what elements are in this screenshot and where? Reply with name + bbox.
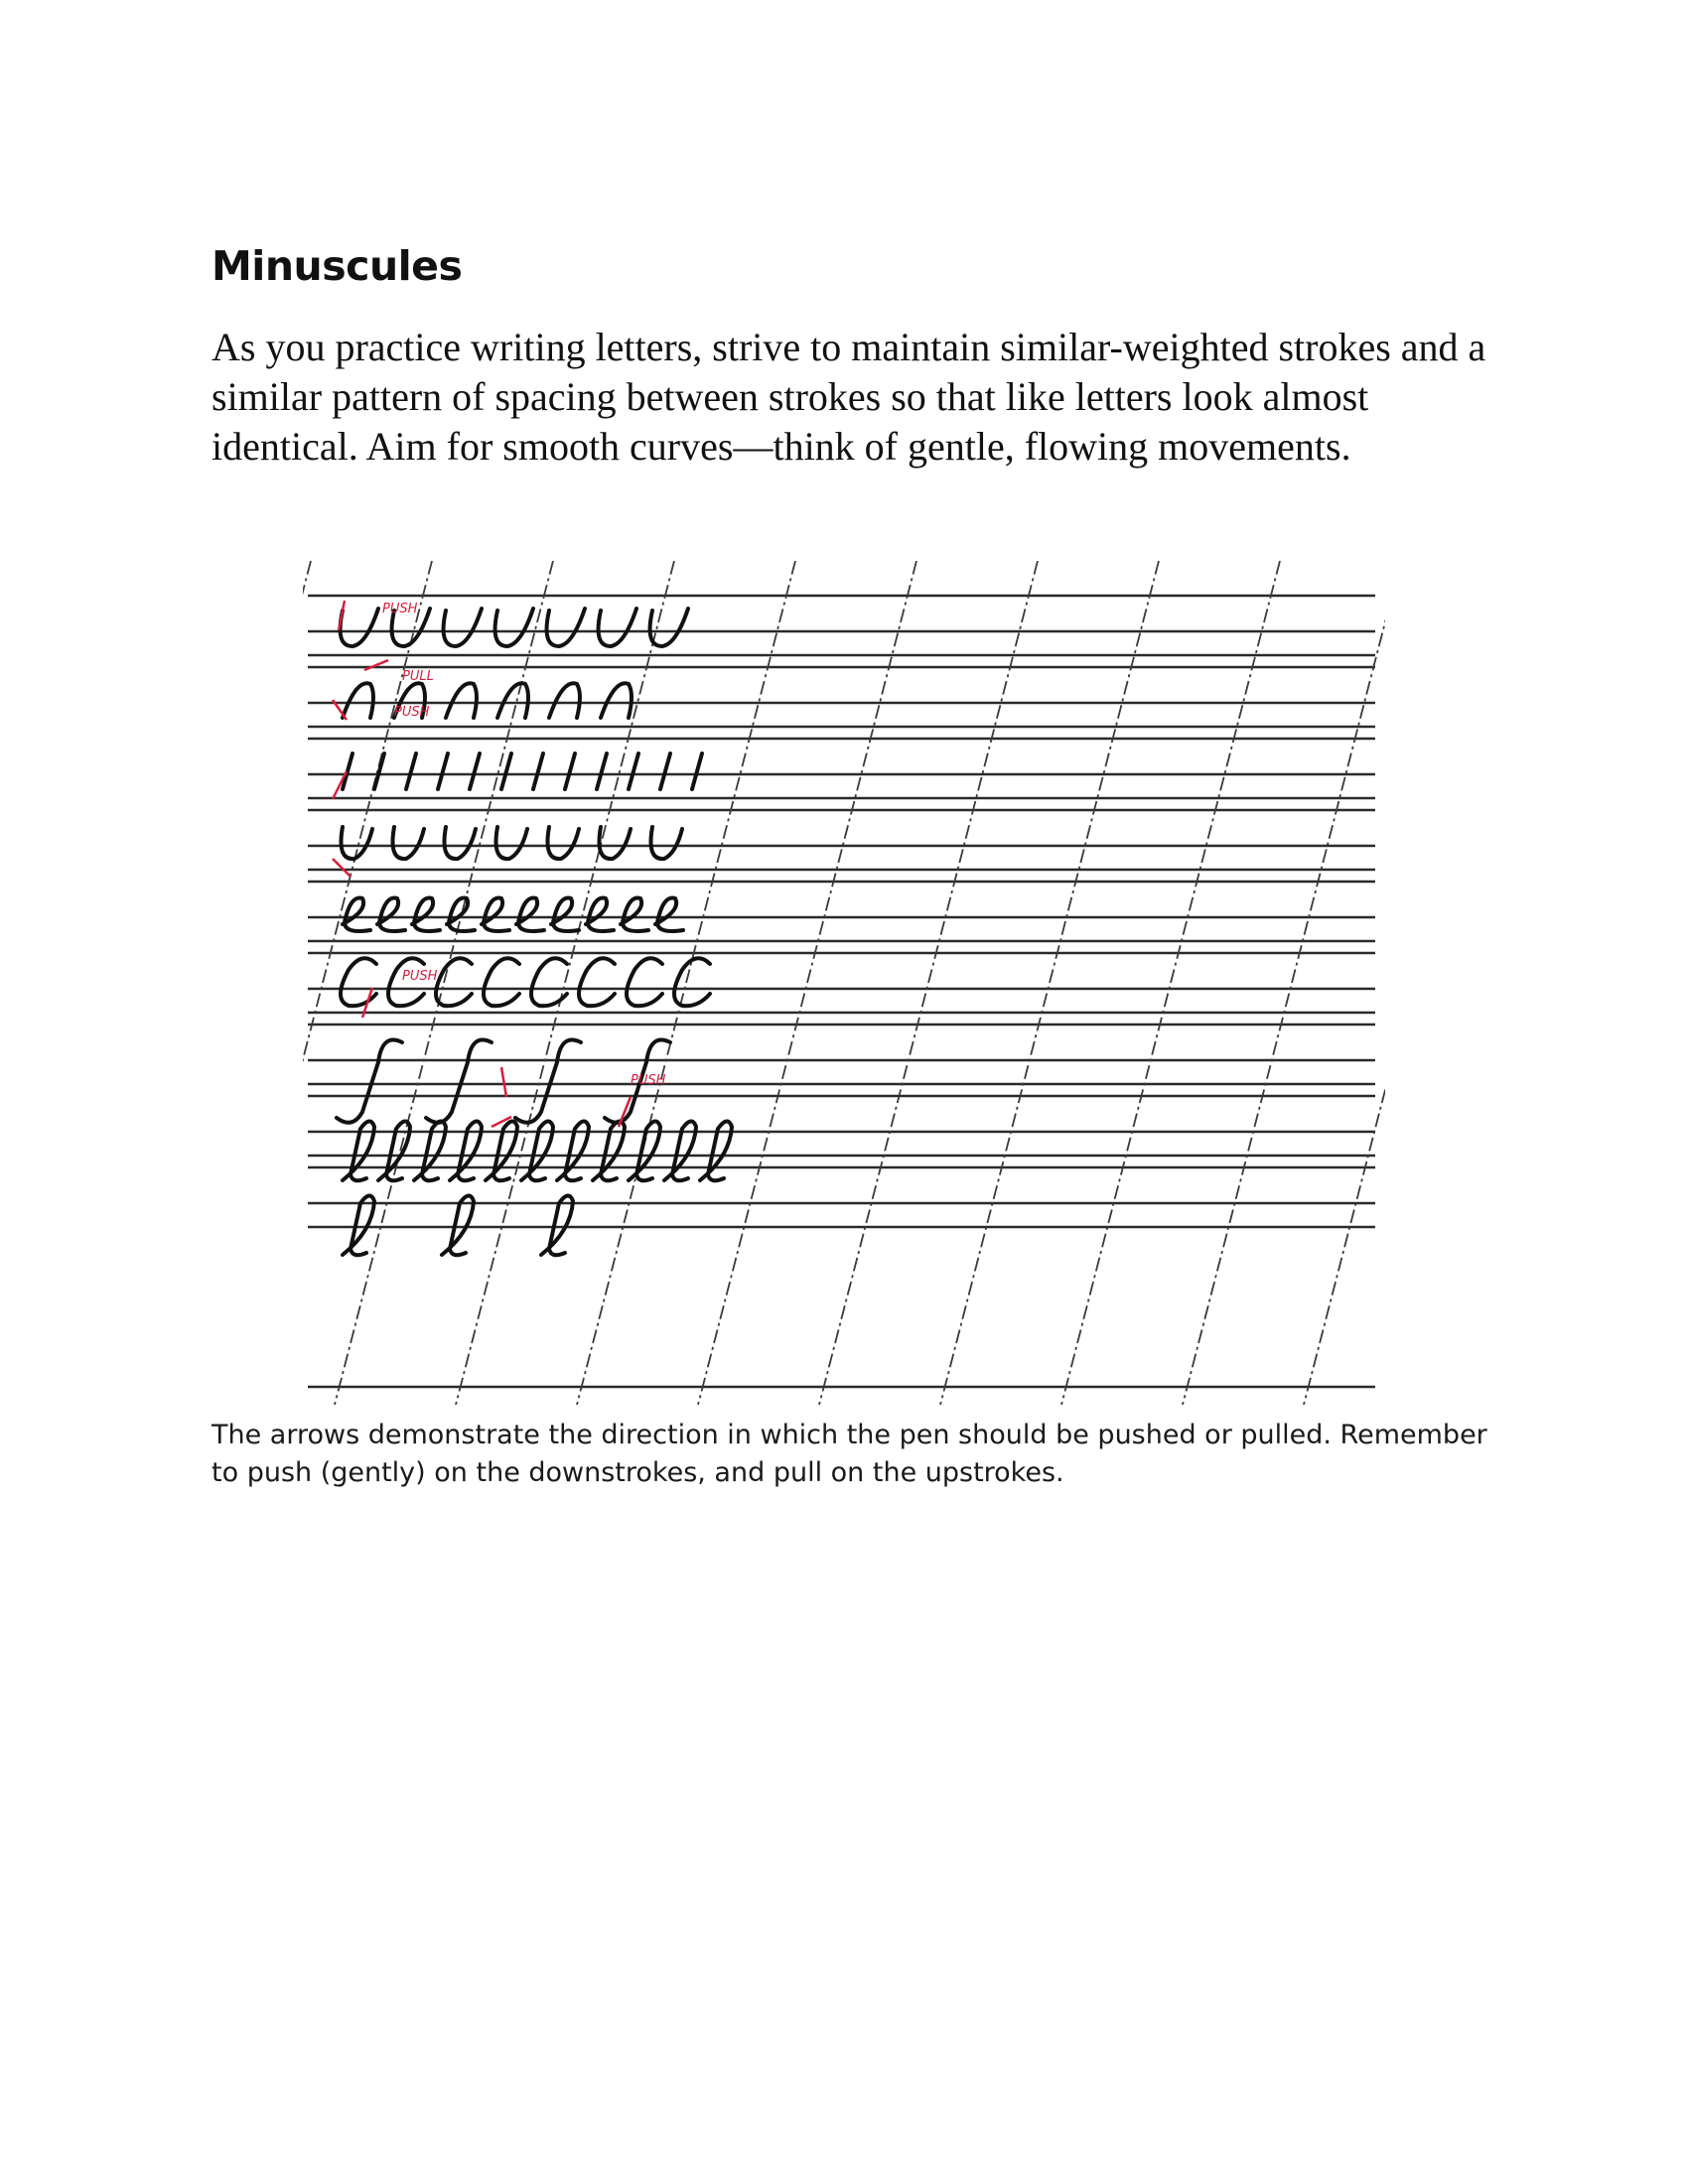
ink-stroke bbox=[521, 1121, 553, 1180]
annotation-push-2: PUSH bbox=[394, 705, 430, 720]
ink-stroke bbox=[486, 1121, 517, 1180]
red-arrow bbox=[364, 660, 388, 670]
ink-stroke bbox=[651, 827, 683, 859]
ink-stroke bbox=[450, 1121, 482, 1180]
ink-stroke bbox=[374, 753, 384, 789]
ink-stroke bbox=[650, 609, 688, 646]
guidelines bbox=[308, 596, 1375, 1387]
ink-stroke bbox=[341, 609, 378, 646]
figure-caption: The arrows demonstrate the direction in which the pen should be pushed or pulled. Remember to push (gently) on the downstrokes, and pull on the upstrokes. bbox=[211, 1420, 1487, 1488]
ink-stroke bbox=[533, 753, 543, 789]
ink-stroke bbox=[343, 1121, 374, 1180]
ink-stroke bbox=[692, 753, 702, 789]
ink-stroke bbox=[586, 898, 614, 932]
ink-stroke bbox=[445, 827, 477, 859]
ink-stroke bbox=[495, 609, 533, 646]
red-arrow bbox=[501, 1067, 506, 1097]
section-heading: Minuscules bbox=[211, 242, 463, 290]
ink-stroke bbox=[548, 827, 580, 859]
ink-stroke bbox=[343, 898, 370, 932]
slant-line bbox=[819, 561, 1038, 1405]
ink-stroke bbox=[444, 609, 482, 646]
ink-stroke bbox=[541, 1195, 573, 1255]
ink-stroke bbox=[515, 1040, 581, 1123]
ink-stroke bbox=[393, 827, 425, 859]
ink-stroke bbox=[629, 753, 638, 789]
ink-stroke bbox=[599, 609, 636, 646]
ink-stroke bbox=[406, 753, 416, 789]
calligraphy-practice-image bbox=[303, 561, 1385, 1405]
ink-stroke bbox=[549, 683, 580, 718]
ink-stroke bbox=[579, 958, 615, 1006]
ink-stroke bbox=[674, 958, 710, 1006]
ink-stroke bbox=[660, 753, 670, 789]
ink-stroke bbox=[597, 753, 607, 789]
slant-line bbox=[577, 561, 795, 1405]
ink-stroke bbox=[337, 1040, 402, 1123]
slant-line bbox=[335, 561, 553, 1405]
ink-stroke bbox=[343, 1195, 374, 1255]
ink-stroke bbox=[341, 958, 376, 1006]
ink-stroke bbox=[438, 753, 448, 789]
ink-stroke bbox=[593, 1121, 625, 1180]
intro-paragraph: As you practice writing letters, strive to maintain similar-weighted strokes and a similar pattern of spacing between strokes so that like letters look almost identical. Aim for smooth curves—think of gentle, flowing movements. bbox=[211, 325, 1486, 469]
practice-sheet-drawing bbox=[303, 561, 1385, 1405]
slant-line bbox=[940, 561, 1159, 1405]
ink-stroke bbox=[343, 683, 373, 718]
slant-lines bbox=[303, 561, 1385, 1405]
ink-stroke bbox=[655, 898, 683, 932]
ink-stroke bbox=[436, 958, 472, 1006]
ink-stroke bbox=[446, 683, 477, 718]
ink-stroke bbox=[551, 898, 579, 932]
ink-stroke bbox=[484, 958, 519, 1006]
annotation-push-1: PUSH bbox=[382, 602, 418, 616]
ink-stroke bbox=[700, 1121, 732, 1180]
ink-stroke bbox=[621, 898, 648, 932]
ink-stroke bbox=[627, 958, 662, 1006]
ink-stroke bbox=[629, 1121, 660, 1180]
ink-stroke bbox=[601, 683, 632, 718]
ink-stroke bbox=[497, 683, 528, 718]
slant-line bbox=[1304, 561, 1385, 1405]
ink-stroke bbox=[531, 958, 567, 1006]
annotation-push-3: PUSH bbox=[402, 969, 438, 984]
ink-stroke bbox=[482, 898, 509, 932]
ink-stroke bbox=[664, 1121, 696, 1180]
ink-stroke bbox=[496, 827, 528, 859]
ink-stroke bbox=[377, 898, 405, 932]
slant-line bbox=[303, 561, 311, 1405]
annotation-pull: PULL bbox=[402, 669, 434, 684]
red-arrow bbox=[333, 859, 351, 877]
ink-stroke bbox=[565, 753, 575, 789]
slant-line bbox=[1061, 561, 1280, 1405]
ink-stroke bbox=[557, 1121, 589, 1180]
ink-stroke bbox=[516, 898, 544, 932]
annotation-push-4: PUSH bbox=[631, 1073, 666, 1088]
slant-line bbox=[698, 561, 916, 1405]
ink-stroke bbox=[426, 1040, 492, 1123]
slant-line bbox=[1183, 561, 1385, 1405]
ink-stroke bbox=[547, 609, 585, 646]
ink-stroke bbox=[412, 898, 440, 932]
ink-stroke bbox=[501, 753, 511, 789]
ink-stroke bbox=[414, 1121, 446, 1180]
ink-stroke bbox=[470, 753, 480, 789]
ink-stroke bbox=[442, 1195, 474, 1255]
ink-stroke bbox=[447, 898, 475, 932]
ink-stroke bbox=[343, 753, 352, 789]
